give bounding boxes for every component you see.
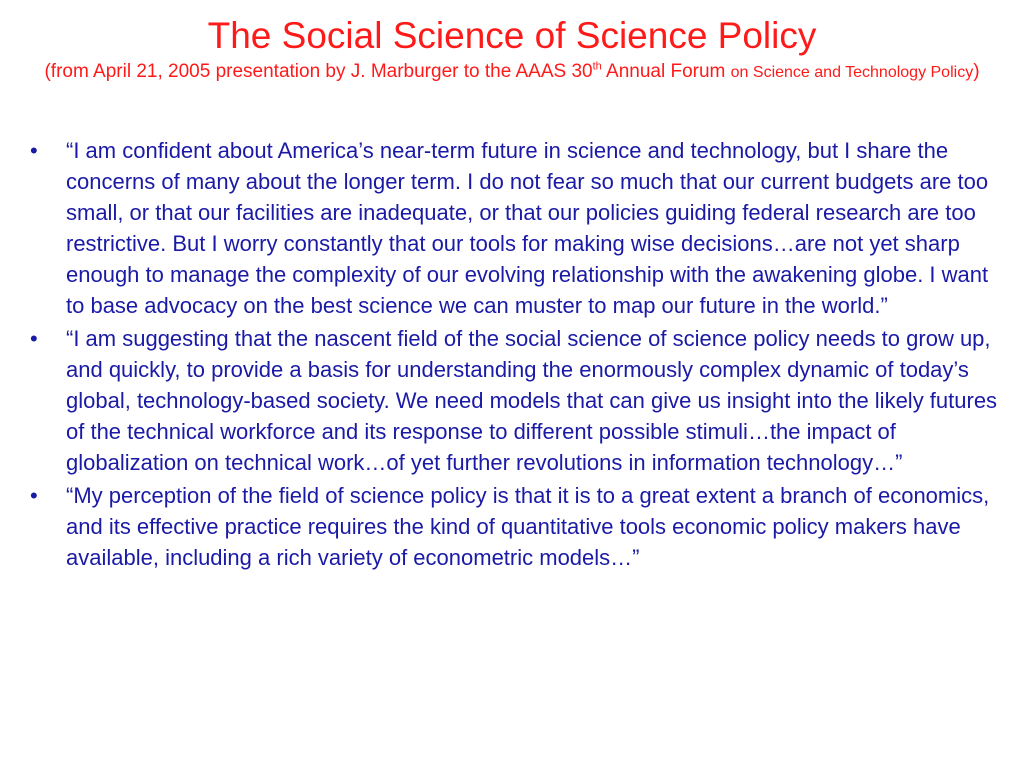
bullet-text: “My perception of the field of science policy is that it is to a great extent a branch of economics, and its effective practice requires the kind of quantitative tools economic policy makers have available, including a rich variety of econometric models…” — [66, 483, 990, 570]
title-block — [0, 14, 1024, 85]
subtitle-text-4: ) — [973, 61, 980, 82]
bullet-marker: • — [30, 326, 38, 351]
bullet-text: “I am suggesting that the nascent field of the social science of science policy needs to grow up, and quickly, to provide a basis for understanding the enormously complex dynamic of today’s global, technology-based society. We need models that can give us insight into the likely futures of the technical workforce and its response to different possible stimuli…the impact of globalization on technical work…of yet further revolutions in information technology…” — [66, 326, 998, 475]
bullet-list — [22, 135, 998, 575]
bullet-item — [22, 323, 998, 478]
subtitle-text-3: on Science and Technology Policy — [730, 64, 974, 81]
bullet-item — [22, 135, 998, 321]
slide-title: The Social Science of Science Policy — [207, 15, 817, 56]
bullet-text: “I am confident about America’s near-term future in science and technology, but I share the concerns of many about the longer term. I do not fear so much that our current budgets are too small, or that our facilities are inadequate, or that our policies guiding federal research are too restrictive. But I worry constantly that our tools for making wise decisions…are not yet sharp enough to manage the complexity of our evolving relationship with the awakening globe. I want to base advocacy on the best science we can muster to map our future in the world.” — [66, 138, 989, 318]
slide-subtitle — [24, 60, 1000, 85]
bullet-marker: • — [30, 483, 38, 508]
subtitle-text-2: Annual Forum — [601, 61, 731, 82]
subtitle-text-1: (from April 21, 2005 presentation by J. Marburger to the AAAS 30 — [44, 61, 593, 82]
bullet-item — [22, 480, 998, 573]
subtitle-superscript: th — [592, 60, 602, 73]
bullet-marker: • — [30, 138, 38, 163]
